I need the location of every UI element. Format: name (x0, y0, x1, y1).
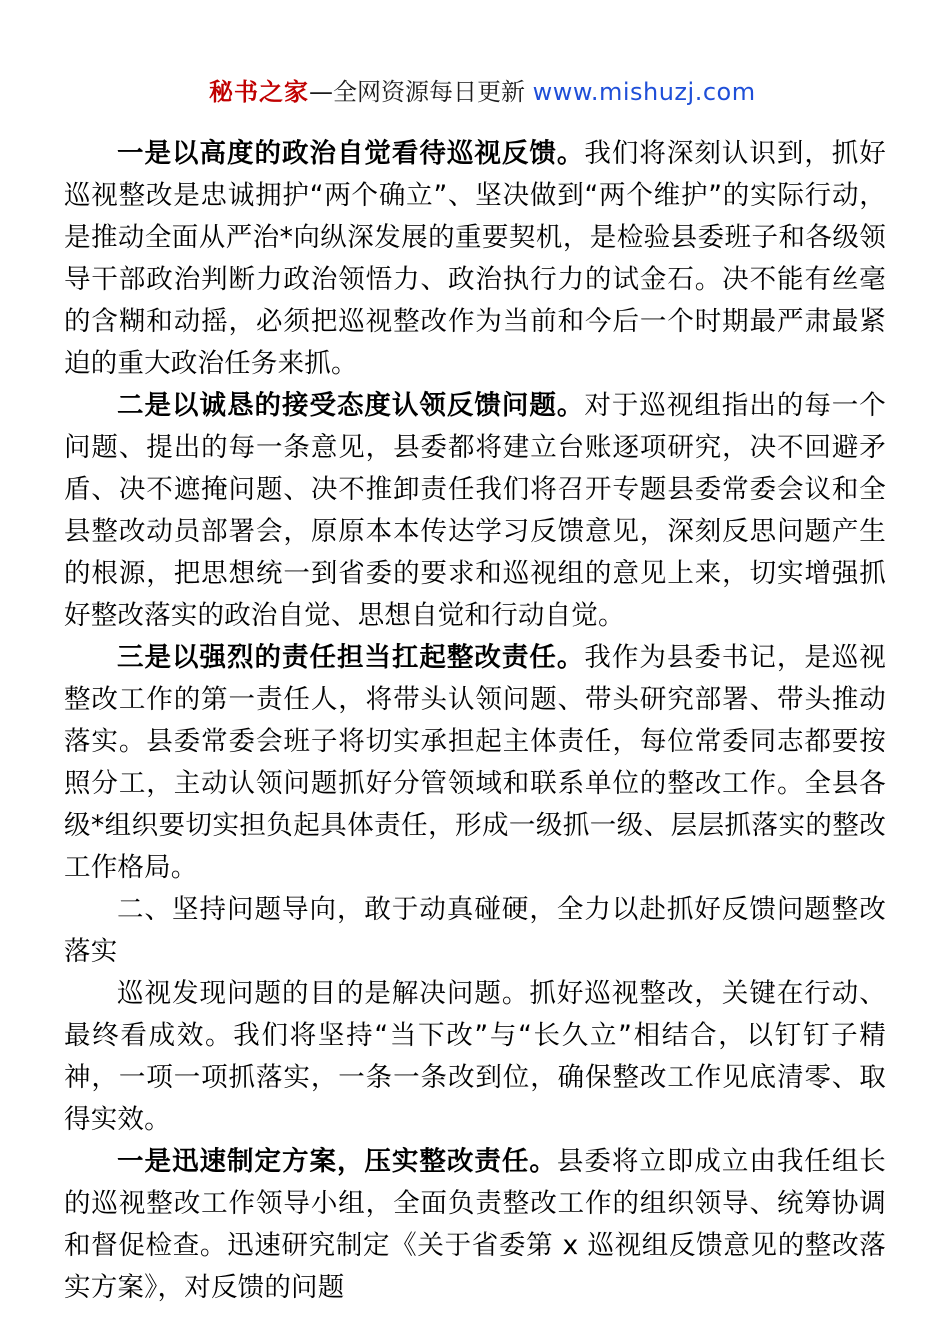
paragraph-text: 我作为县委书记，是巡视整改工作的第一责任人，将带头认领问题、带头研究部署、带头推动落实。县委常委会班子将切实承担起主体责任，每位常委同志都要按照分工，主动认领问题抓好分管领域和联系单位的整改工作。全县各级*组织要切实担负起具体责任，形成一级抓一级、层层抓落实的整改工作格局。 (64, 641, 886, 883)
site-watermark-header (64, 78, 886, 107)
paragraph-lead: 三是以强烈的责任担当扛起整改责任。 (117, 641, 585, 673)
paragraph-lead: 一是迅速制定方案，压实整改责任。 (117, 1145, 557, 1177)
site-tagline: —全网资源每日更新 (309, 78, 525, 106)
paragraph-text: 我们将深刻认识到，抓好巡视整改是忠诚拥护“两个确立”、坚决做到“两个维护”的实际行动，是推动全面从严治*向纵深发展的重要契机，是检验县委班子和各级领导干部政治判断力政治领悟力、政治执行力的试金石。决不能有丝毫的含糊和动摇，必须把巡视整改作为当前和今后一个时期最严肃最紧迫的重大政治任务来抓。 (64, 137, 886, 379)
paragraph (64, 973, 886, 1141)
paragraph-text: 二、坚持问题导向，敢于动真碰硬，全力以赴抓好反馈问题整改落实 (64, 893, 886, 967)
site-url[interactable]: www.mishuzj.com (532, 78, 756, 106)
document-text-body (64, 133, 886, 1309)
paragraph-text: 县委将立即成立由我任组长的巡视整改工作领导小组，全面负责整改工作的组织领导、统筹协调和督促检查。迅速研究制定《关于省委第 x 巡视组反馈意见的整改落实方案》，对反馈的问题 (64, 1145, 887, 1303)
paragraph (64, 385, 886, 637)
section-heading-paragraph (64, 889, 886, 973)
paragraph-lead: 二是以诚恳的接受态度认领反馈问题。 (117, 389, 585, 421)
paragraph-lead: 一是以高度的政治自觉看待巡视反馈。 (117, 137, 585, 169)
site-brand: 秘书之家 (209, 78, 309, 106)
paragraph (64, 1141, 886, 1309)
paragraph-text: 对于巡视组指出的每一个问题、提出的每一条意见，县委都将建立台账逐项研究，决不回避矛盾、决不遮掩问题、决不推卸责任我们将召开专题县委常委会议和全县整改动员部署会，原原本本传达学习反馈意见，深刻反思问题产生的根源，把思想统一到省委的要求和巡视组的意见上来，切实增强抓好整改落实的政治自觉、思想自觉和行动自觉。 (64, 389, 886, 631)
paragraph (64, 637, 886, 889)
paragraph (64, 133, 886, 385)
paragraph-text: 巡视发现问题的目的是解决问题。抓好巡视整改，关键在行动、最终看成效。我们将坚持“当下改”与“长久立”相结合，以钉钉子精神，一项一项抓落实，一条一条改到位，确保整改工作见底清零、取得实效。 (64, 977, 886, 1135)
